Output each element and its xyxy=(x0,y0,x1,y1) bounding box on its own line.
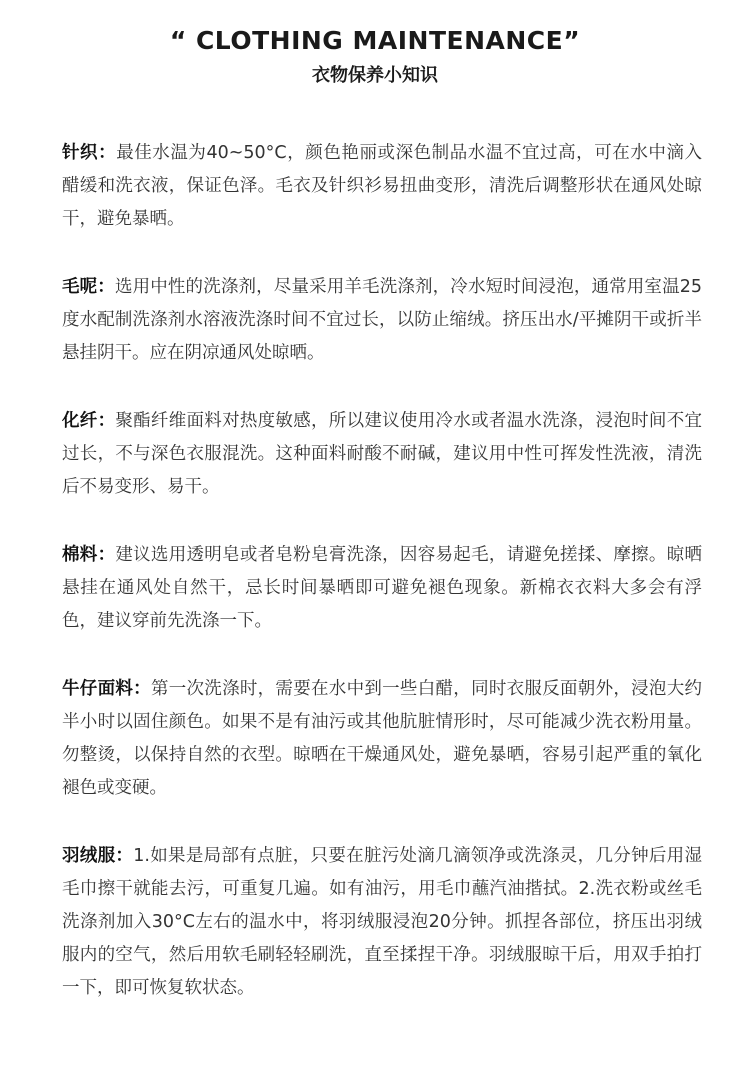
section-text: 1.如果是局部有点脏，只要在脏污处滴几滴领净或洗涤灵，几分钟后用湿毛巾擦干就能去污，可重复几遍。如有油污，用毛巾蘸汽油揩拭。2.洗衣粉或丝毛洗涤剂加入30°C左右的温水中，将羽绒服浸泡20分钟。抓捏各部位，挤压出羽绒服内的空气，然后用软毛刷轻轻刷洗，直至揉捏干净。羽绒服晾干后，用双手拍打一下，即可恢复软状态。 xyxy=(62,846,702,998)
section-label: 棉料： xyxy=(62,545,116,565)
section-text: 选用中性的洗涤剂，尽量采用羊毛洗涤剂，冷水短时间浸泡，通常用室温25度水配制洗涤剂水溶液洗涤时间不宜过长，以防止缩绒。挤压出水/平摊阴干或折半悬挂阴干。应在阴凉通风处晾晒。 xyxy=(62,277,703,363)
section-down-jacket xyxy=(62,840,702,1005)
section-text: 最佳水温为40~50°C，颜色艳丽或深色制品水温不宜过高，可在水中滴入醋缓和洗衣液，保证色泽。毛衣及针织衫易扭曲变形，清洗后调整形状在通风处晾干，避免暴晒。 xyxy=(62,143,703,229)
care-sections xyxy=(62,137,702,1040)
section-label: 毛呢： xyxy=(62,277,115,297)
section-text: 建议选用透明皂或者皂粉皂膏洗涤，因容易起毛，请避免搓揉、摩擦。晾晒悬挂在通风处自然干，忌长时间暴晒即可避免褪色现象。新棉衣衣料大多会有浮色，建议穿前先洗涤一下。 xyxy=(62,545,702,631)
section-denim xyxy=(62,673,702,805)
section-label: 牛仔面料： xyxy=(62,679,151,699)
section-text: 第一次洗涤时，需要在水中到一些白醋，同时衣服反面朝外，浸泡大约半小时以固住颜色。如果不是有油污或其他肮脏情形时，尽可能减少洗衣粉用量。勿整烫，以保持自然的衣型。晾晒在干燥通风处，避免暴晒，容易引起严重的氧化褪色或变硬。 xyxy=(62,679,703,798)
page-header xyxy=(0,22,750,90)
page-title-english: “ CLOTHING MAINTENANCE” xyxy=(169,26,581,55)
section-label: 针织： xyxy=(62,143,117,163)
section-synthetic xyxy=(62,405,702,504)
page-title-chinese: 衣物保养小知识 xyxy=(312,65,438,86)
section-label: 化纤： xyxy=(62,411,116,431)
section-cotton xyxy=(62,539,702,638)
section-wool xyxy=(62,271,702,370)
section-text: 聚酯纤维面料对热度敏感，所以建议使用冷水或者温水洗涤，浸泡时间不宜过长，不与深色衣服混洗。这种面料耐酸不耐碱，建议用中性可挥发性洗液，清洗后不易变形、易干。 xyxy=(62,411,702,497)
section-label: 羽绒服： xyxy=(62,846,134,866)
section-knit xyxy=(62,137,702,236)
